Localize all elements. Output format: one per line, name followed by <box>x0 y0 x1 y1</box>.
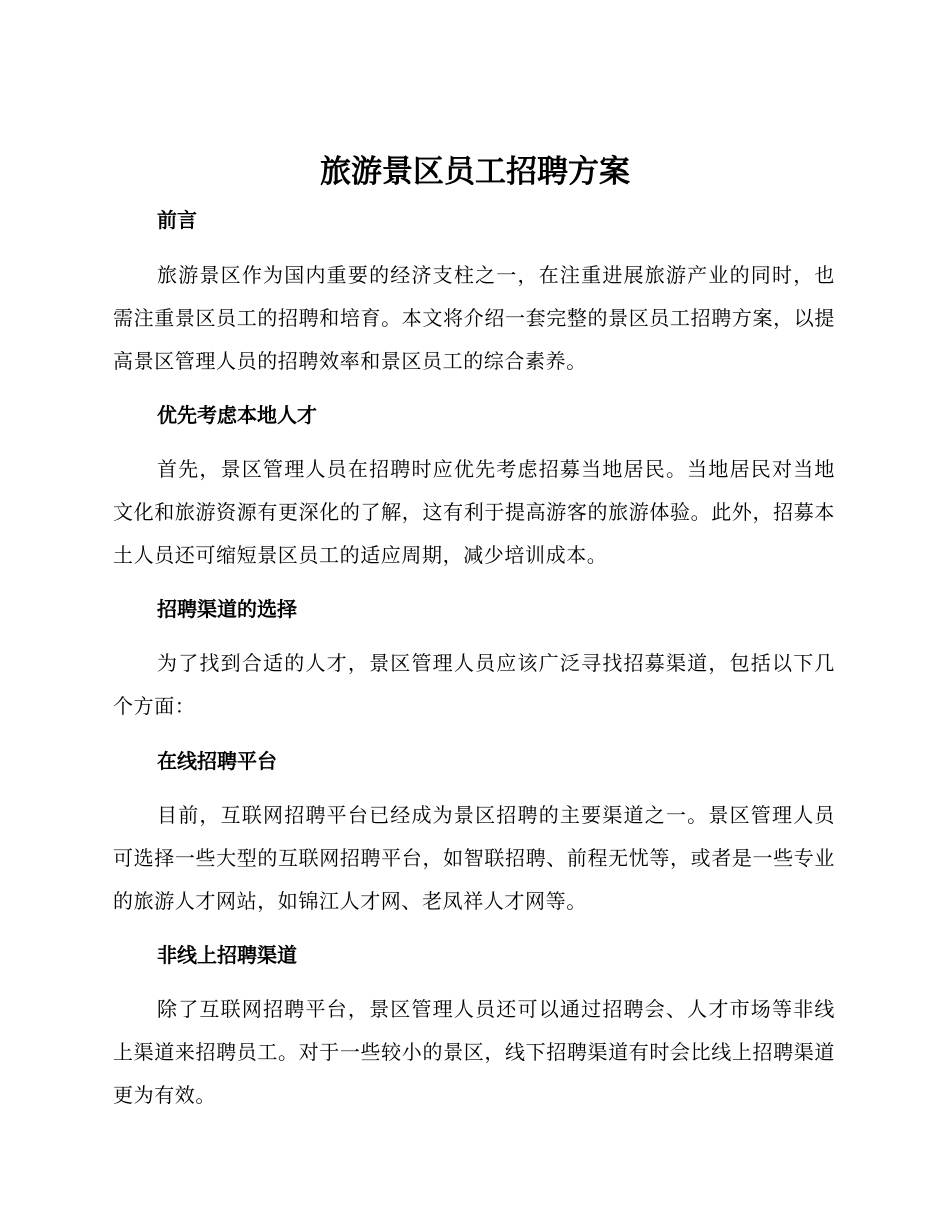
section-paragraph-online-platforms: 目前，互联网招聘平台已经成为景区招聘的主要渠道之一。景区管理人员可选择一些大型的互联网招聘平台，如智联招聘、前程无忧等，或者是一些专业的旅游人才网站，如锦江人才网、老凤祥人才网等。 <box>113 803 835 913</box>
section-paragraph-channel-selection: 为了找到合适的人才，景区管理人员应该广泛寻找招募渠道，包括以下几个方面： <box>113 651 835 718</box>
section-heading-local-talent: 优先考虑本地人才 <box>157 403 317 427</box>
section-heading-preface: 前言 <box>157 208 197 232</box>
section-heading-offline-channels: 非线上招聘渠道 <box>157 943 297 967</box>
section-paragraph-offline-channels: 除了互联网招聘平台，景区管理人员还可以通过招聘会、人才市场等非线上渠道来招聘员工。对于一些较小的景区，线下招聘渠道有时会比线上招聘渠道更为有效。 <box>113 997 835 1107</box>
section-paragraph-local-talent: 首先，景区管理人员在招聘时应优先考虑招募当地居民。当地居民对当地文化和旅游资源有更深化的了解，这有利于提高游客的旅游体验。此外，招募本土人员还可缩短景区员工的适应周期，减少培训成本。 <box>113 457 835 567</box>
document-title: 旅游景区员工招聘方案 <box>320 154 630 190</box>
section-paragraph-preface: 旅游景区作为国内重要的经济支柱之一，在注重进展旅游产业的同时，也需注重景区员工的招聘和培育。本文将介绍一套完整的景区员工招聘方案，以提高景区管理人员的招聘效率和景区员工的综合素养。 <box>113 263 835 373</box>
section-heading-channel-selection: 招聘渠道的选择 <box>157 597 297 621</box>
section-heading-online-platforms: 在线招聘平台 <box>157 749 277 773</box>
